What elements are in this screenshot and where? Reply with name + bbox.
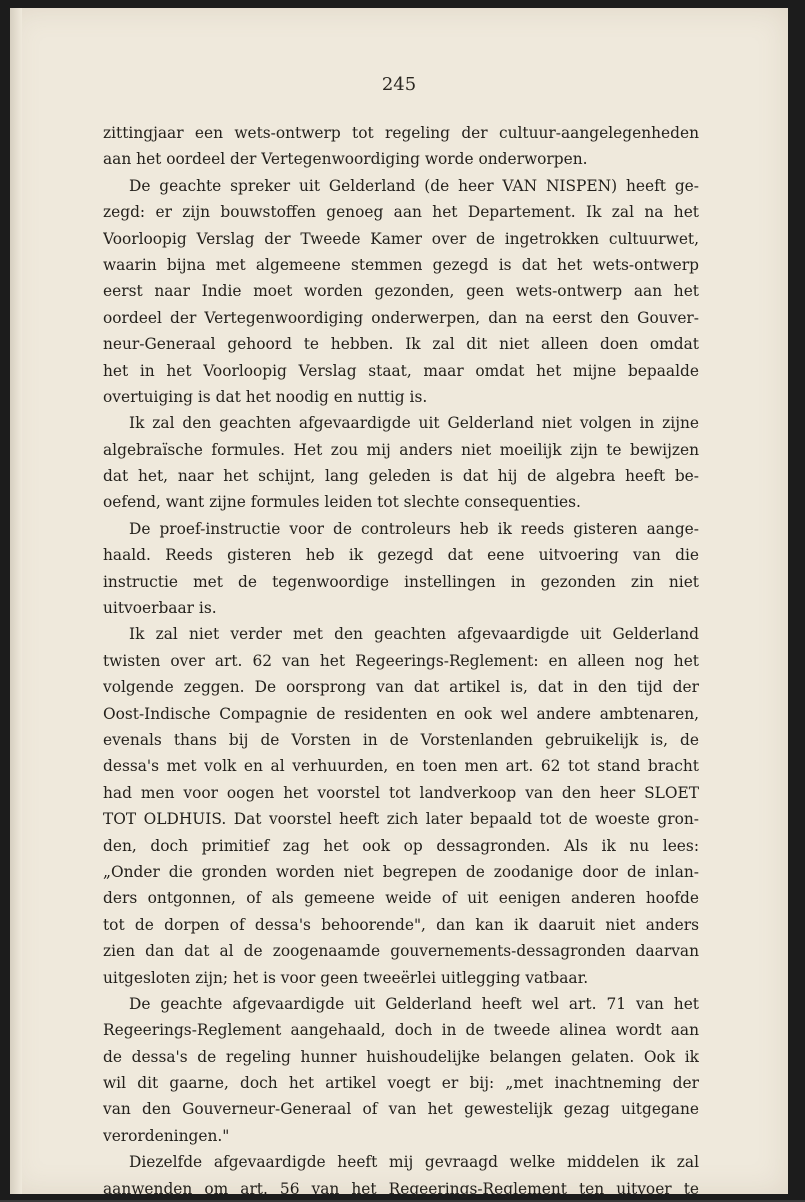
text-line: dat het, naar het schijnt, lang geleden is dat hij de algebra heeft be- bbox=[103, 467, 699, 486]
text-line: Oost-Indische Compagnie de residenten en ook wel andere ambtenaren, bbox=[103, 704, 699, 723]
text-line: overtuiging is dat het noodig en nuttig is. bbox=[103, 387, 428, 406]
text-line: algebraïsche formules. Het zou mij anders niet moeilijk zijn te bewijzen bbox=[103, 440, 699, 459]
text-line: instructie met de tegenwoordige instellingen in gezonden zin niet bbox=[103, 572, 699, 591]
text-line: Ik zal niet verder met den geachten afgevaardigde uit Gelderland bbox=[129, 625, 699, 644]
text-line: tot de dorpen of dessa's behoorende", dan kan ik daaruit niet anders bbox=[103, 915, 699, 934]
text-line: „Onder die gronden worden niet begrepen de zoodanige door de inlan- bbox=[103, 862, 699, 881]
text-line: uitvoerbaar is. bbox=[103, 599, 217, 618]
text-line: De proef-instructie voor de controleurs heb ik reeds gisteren aange- bbox=[129, 519, 699, 538]
text-line: eerst naar Indie moet worden gezonden, geen wets-ontwerp aan het bbox=[103, 282, 699, 301]
text-line: verordeningen." bbox=[103, 1126, 230, 1145]
text-line: aanwenden om art. 56 van het Regeerings-Reglement ten uitvoer te bbox=[103, 1179, 699, 1198]
text-line: zittingjaar een wets-ontwerp tot regeling der cultuur-aangelegenheden bbox=[103, 124, 699, 142]
text-line: zegd: er zijn bouwstoffen genoeg aan het Departement. Ik zal na het bbox=[103, 203, 699, 222]
text-line: de dessa's de regeling hunner huishoudelijke belangen gelaten. Ook ik bbox=[103, 1047, 699, 1066]
text-line: TOT OLDHUIS. Dat voorstel heeft zich later bepaald tot de woeste gron- bbox=[103, 810, 699, 829]
text-line: evenals thans bij de Vorsten in de Vorstenlanden gebruikelijk is, de bbox=[103, 730, 699, 749]
text-line: Ik zal den geachten afgevaardigde uit Gelderland niet volgen in zijne bbox=[129, 414, 699, 433]
text-line: haald. Reeds gisteren heb ik gezegd dat eene uitvoering van die bbox=[103, 546, 699, 565]
text-line: twisten over art. 62 van het Regeerings-Reglement: en alleen nog het bbox=[103, 651, 699, 670]
text-line: De geachte afgevaardigde uit Gelderland heeft wel art. 71 van het bbox=[129, 994, 699, 1013]
text-line: dessa's met volk en al verhuurden, en toen men art. 62 tot stand bracht bbox=[103, 757, 699, 776]
book-page bbox=[10, 8, 788, 1198]
text-line: uitgesloten zijn; het is voor geen tweeërlei uitlegging vatbaar. bbox=[103, 968, 589, 987]
text-line: zien dan dat al de zoogenaamde gouvernements-dessagronden daarvan bbox=[103, 942, 699, 961]
text-line: aan het oordeel der Vertegenwoordiging worde onderworpen. bbox=[103, 150, 588, 169]
body-text bbox=[103, 120, 699, 1202]
text-line: Voorloopig Verslag der Tweede Kamer over de ingetrokken cultuurwet, bbox=[103, 229, 699, 248]
text-line: volgende zeggen. De oorsprong van dat artikel is, dat in den tijd der bbox=[103, 678, 699, 697]
text-line: Diezelfde afgevaardigde heeft mij gevraagd welke middelen ik zal bbox=[129, 1153, 699, 1172]
text-line: neur-Generaal gehoord te hebben. Ik zal dit niet alleen doen omdat bbox=[103, 335, 699, 354]
text-line: het in het Voorloopig Verslag staat, maar omdat het mijne bepaalde bbox=[103, 361, 699, 380]
text-line: had men voor oogen het voorstel tot landverkoop van den heer SLOET bbox=[103, 783, 699, 802]
text-line: wil dit gaarne, doch het artikel voegt er bij: „met inachtneming der bbox=[103, 1074, 699, 1093]
text-line: den, doch primitief zag het ook op dessagronden. Als ik nu lees: bbox=[103, 836, 699, 855]
text-line: oordeel der Vertegenwoordiging onderwerpen, dan na eerst den Gouver- bbox=[103, 308, 699, 327]
text-line: waarin bijna met algemeene stemmen gezegd is dat het wets-ontwerp bbox=[103, 255, 699, 274]
text-line: ders ontgonnen, of als gemeene weide of uit eenigen anderen hoofde bbox=[103, 889, 699, 908]
text-line: De geachte spreker uit Gelderland (de heer VAN NISPEN) heeft ge- bbox=[129, 176, 699, 195]
text-line: oefend, want zijne formules leiden tot slechte consequenties. bbox=[103, 493, 581, 512]
text-line: van den Gouverneur-Generaal of van het gewestelijk gezag uitgegane bbox=[103, 1100, 699, 1119]
page-binding-edge bbox=[10, 8, 22, 1194]
text-line: Regeerings-Reglement aangehaald, doch in de tweede alinea wordt aan bbox=[103, 1021, 699, 1040]
page-number: 245 bbox=[381, 74, 417, 95]
